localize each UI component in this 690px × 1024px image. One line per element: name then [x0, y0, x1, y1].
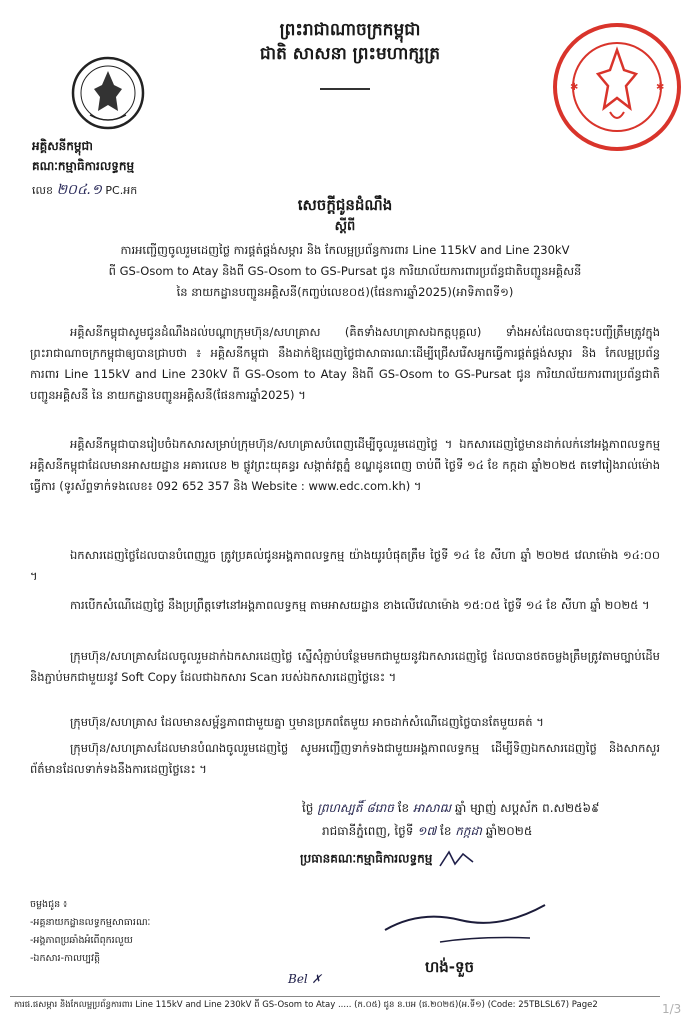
paragraph-2: អគ្គិសនីកម្ពុជាបានរៀបចំឯកសារសម្រាប់ក្រុមហ៊ុន/សហគ្រាសបំពេញដើម្បីចូលរួមដេញថ្លៃ ។ ឯកសារដេញថ្លៃមានដាក់លក់នៅអង្គភាពលទ្ធកម្មអគ្គិសនីកម្ពុជាដែលមានអាសយដ្ឋាន អគារលេខ ២ ផ្លូវព្រះយុគន្ធរ សង្កាត់វត្តភ្នំ ខណ្ឌដូនពេញ ចាប់ពី ថ្ងៃទី ១៤ ខែ កក្កដា ឆ្នាំ២០២៥ តទៅរៀងរាល់ម៉ោងធ្វើការ (ទូរស័ព្ទទាក់ទងលេខ៖ 092 652 357 និង Website : www.edc.com.kh) ។ — [30, 437, 660, 493]
subject-line-1: ការអញ្ជើញចូលរួមដេញថ្លៃ ការផ្គត់ផ្គង់សម្ភារ និង កែលម្អប្រព័ន្ធការពារ Line 115kV and Line 230kV — [120, 243, 570, 257]
cc-item: -អង្គភាពប្រឆាំងអំពើពុករលួយ — [30, 935, 133, 946]
paragraph-4: ការបើកសំណើដេញថ្លៃ នឹងប្រព្រឹត្តទៅនៅអង្គភាពលទ្ធកម្ម តាមអាសយដ្ឋាន ខាងលើវេលាម៉ោង ១៥:០៥ ថ្ងៃទី ១៤ ខែ សីហា ឆ្នាំ ២០២៥ ។ — [70, 598, 650, 612]
city-month-label: ខែ — [440, 824, 452, 838]
cc-item: -ឯកសារ-កាលប្បវត្តិ — [30, 953, 100, 964]
paragraph-6: ក្រុមហ៊ុន/សហគ្រាស ដែលមានសម្ព័ន្ធភាពជាមួយគ្នា ឬមានប្រភពតែមួយ អាចដាក់សំណើដេញថ្លៃបានតែមួយគត់ ។ — [70, 715, 544, 729]
svg-text:✱: ✱ — [570, 82, 579, 93]
cc-item: -អគ្គនាយកដ្ឋានលទ្ធកម្មសាធារណៈ — [30, 917, 151, 928]
initials: Bel ✗ — [288, 972, 322, 986]
ref-number: ២០៤.១ — [56, 182, 102, 198]
ref-suffix: PC.អក — [105, 184, 138, 197]
kingdom-header — [170, 18, 530, 66]
signer-initial-icon — [437, 848, 477, 870]
org-committee: គណៈកម្មាធិការលទ្ធកម្ម — [32, 159, 135, 173]
ref-label: លេខ — [32, 184, 53, 197]
lunar-date — [302, 800, 600, 818]
paragraph-5: ក្រុមហ៊ុន/សហគ្រាសដែលចូលរួមដាក់ឯកសារដេញថ្លៃ ស្នើសុំភ្ជាប់បន្ថែមមកជាមួយនូវឯកសារដេញថ្លៃ ដែលបានថតចម្លងត្រឹមត្រូវតាមច្បាប់ដើម និងភ្ជាប់មកជាមួយនូវ Soft Copy ដែលជាឯកសារ Scan របស់ឯកសារដេញថ្លៃនេះ ។ — [30, 649, 660, 684]
subject-block — [40, 240, 650, 303]
paragraph-3: ឯកសារដេញថ្លៃដែលបានបំពេញរួច ត្រូវប្រគល់ជូនអង្គភាពលទ្ធកម្ម យ៉ាងយូរបំផុតត្រឹម ថ្ងៃទី ១៤ ខែ សីហា ឆ្នាំ ២០២៥ វេលាម៉ោង ១៤:០០ ។ — [30, 548, 660, 583]
cc-heading: ចម្លងជូន ៖ — [30, 899, 68, 910]
edc-red-seal-icon — [550, 20, 685, 155]
paragraph-7: ក្រុមហ៊ុន/សហគ្រាសដែលមានបំណងចូលរួមដេញថ្លៃ សូមអញ្ជើញទាក់ទងជាមួយអង្គភាពលទ្ធកម្ម ដើម្បីទិញឯកសារដេញថ្លៃ និងសាកសួរព័ត៌មានដែលទាក់ទងនឹងការដេញថ្លៃនេះ ។ — [30, 741, 660, 776]
signature-icon — [380, 880, 550, 950]
kingdom-line-2: ជាតិ សាសនា ព្រះមហាក្សត្រ — [259, 44, 441, 64]
city-month-handwritten: កក្កដា — [455, 824, 482, 838]
city-year: ឆ្នាំ២០២៥ — [485, 824, 533, 838]
paragraph-1: អគ្គិសនីកម្ពុជាសូមជូនដំណឹងដល់បណ្តាក្រុមហ៊ុន/សហគ្រាស (គិតទាំងសហគ្រាសឯកត្តបុគ្គល) ទាំងអស់ដែលបានចុះបញ្ជីត្រឹមត្រូវក្នុងព្រះរាជាណាចក្រកម្ពុជាឲ្យបានជ្រាបថា ៖ អគ្គិសនីកម្ពុជា នឹងដាក់ឱ្យដេញថ្លៃជាសាធារណៈដើម្បីជ្រើសរើសអ្នកធ្វើការផ្គត់ផ្គង់សម្ភារ និង កែលម្អប្រព័ន្ធការពារ Line 115kV and Line 230kV ពី GS-Osom to Atay និងពី GS-Osom to GS-Pursat ជូន ការិយាល័យការពារប្រព័ន្ធជាតិបញ្ជូនអគ្គិសនី នៃ នាយកដ្ឋានបញ្ជូនអគ្គិសនី(ផែនការឆ្នាំ2025) ។ — [30, 325, 660, 402]
document-title: សេចក្តីជូនដំណឹង — [297, 196, 393, 214]
subject-line-3: នៃ នាយកដ្ឋានបញ្ជូនអគ្គិសនី(កញ្ចប់លេខ០៥)(ផែនការឆ្នាំ2025)(អាទិភាពទី១) — [176, 285, 514, 299]
signer-name: ហង់-ទួច — [425, 958, 475, 976]
footer-divider — [10, 996, 660, 997]
lunar-rest: ឆ្នាំ ម្សាញ់ សប្តស័ក ព.ស២៥៦៩ — [454, 801, 600, 815]
page-number: 1/3 — [662, 1002, 682, 1016]
signer-title: ប្រធានគណៈកម្មាធិការលទ្ធកម្ម — [300, 848, 477, 870]
ornament-divider — [320, 88, 370, 90]
city-date — [322, 823, 532, 841]
cc-list — [30, 896, 150, 968]
org-name: អគ្គិសនីកម្ពុជា — [32, 139, 93, 153]
lunar-month-handwritten: អាសាឍ — [412, 801, 452, 815]
kingdom-line-1: ព្រះរាជាណាចក្រកម្ពុជា — [279, 20, 421, 40]
svg-text:✱: ✱ — [656, 82, 665, 93]
document-subtitle: ស្តីពី — [334, 219, 356, 234]
lunar-prefix: ថ្ងៃ — [302, 801, 314, 815]
lunar-month-label: ខែ — [397, 801, 410, 815]
footer-text: ការផ.ផសម្ភារ និងកែលម្អប្រព័ន្ធការពារ Line 115kV and Line 230kV ពី GS-Osom to Atay ..... (ក.០៥) ជូន ន.បអ (ផ.២០២៥)(អ.ទី១) (Code: 25TBLSL67) Page2 — [14, 1000, 598, 1010]
subject-line-2: ពី GS-Osom to Atay និងពី GS-Osom to GS-Pursat ជូន ការិយាល័យការពារប្រព័ន្ធជាតិបញ្ជូនអគ្គិសនី — [108, 264, 582, 278]
lunar-day-handwritten: ព្រហស្បតិ៍ ៨រោច — [317, 801, 394, 815]
edc-logo-icon — [70, 55, 146, 131]
city-prefix: រាជធានីភ្នំពេញ, ថ្ងៃទី — [322, 824, 414, 838]
city-day-handwritten: ១៧ — [417, 824, 437, 838]
